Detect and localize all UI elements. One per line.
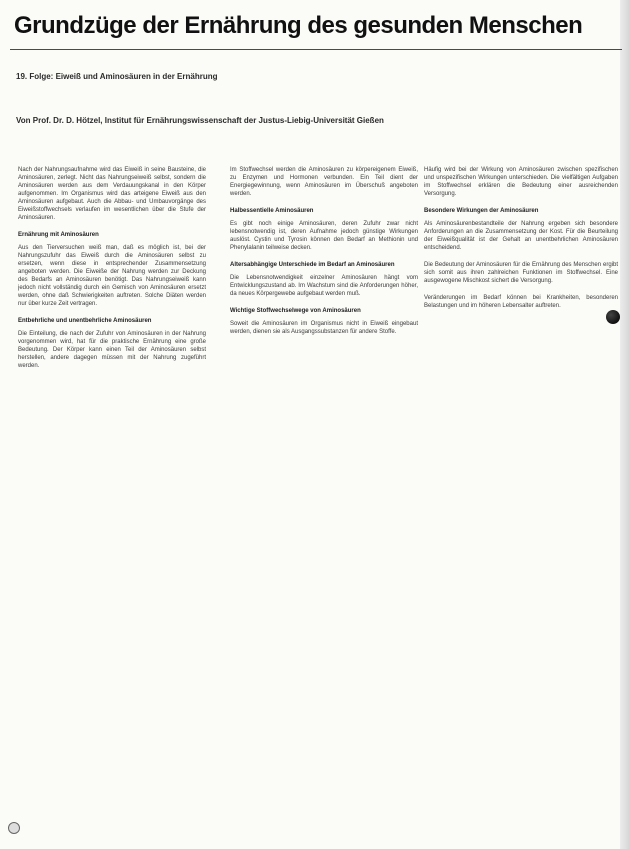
text-column-1 bbox=[18, 166, 206, 842]
section-heading: Halbessentielle Aminosäuren bbox=[230, 208, 314, 214]
text-column-2 bbox=[230, 166, 418, 842]
paragraph: Die Lebensnotwendigkeit einzelner Aminosäuren hängt vom Entwicklungszustand ab. Im Wachstum sind die Anforderungen höher, da neues Körpergewebe aufgebaut werden muß. bbox=[230, 275, 418, 297]
paragraph: Aus den Tierversuchen weiß man, daß es möglich ist, bei der Nahrungszufuhr das Eiweiß durch die Aminosäuren selbst zu ersetzen, wenn diese in entsprechender Zusammensetzung angeboten werden. Die Eiweiße der Nahrung werden zur Deckung des Bedarfs an Aminosäuren benötigt. Das Nahrungseiweiß kann jedoch nicht vollständig durch ein Gemisch von Aminosäuren ersetzt werden, ohne daß Schwierigkeiten auftreten. Solche Diäten werden nur über kurze Zeit vertragen. bbox=[18, 245, 206, 307]
section-heading: Besondere Wirkungen der Aminosäuren bbox=[424, 208, 539, 214]
paragraph: Veränderungen im Bedarf können bei Krankheiten, besonderen Belastungen und im höheren Lebensalter auftreten. bbox=[424, 295, 618, 309]
section-heading: Altersabhängige Unterschiede im Bedarf an Aminosäuren bbox=[230, 262, 395, 268]
corner-mark-icon bbox=[8, 822, 20, 834]
section-heading: Entbehrliche und unentbehrliche Aminosäuren bbox=[18, 318, 152, 324]
paragraph: Im Stoffwechsel werden die Aminosäuren zu körpereigenem Eiweiß, zu Enzymen und Hormonen verbunden. Ein Teil dient der Energiegewinnung, wenn Aminosäuren im Überschuß angeboten werden. bbox=[230, 167, 418, 197]
title-divider bbox=[10, 49, 622, 50]
section-heading: Ernährung mit Aminosäuren bbox=[18, 232, 99, 238]
page-edge-shadow bbox=[620, 0, 630, 849]
paragraph: Als Aminosäurenbestandteile der Nahrung ergeben sich besondere Anforderungen an die Zusammensetzung der Kost. Für die Beurteilung der Eiweißqualität ist der Gehalt an unentbehrlichen Aminosäuren entscheidend. bbox=[424, 221, 618, 251]
paragraph: Es gibt noch einige Aminosäuren, deren Zufuhr zwar nicht lebensnotwendig ist, deren Aufnahme jedoch günstige Wirkungen auslöst. Cystin und Tyrosin können den Bedarf an Methionin und Phenylalanin teilweise decken. bbox=[230, 221, 418, 251]
section-heading: Wichtige Stoffwechselwege von Aminosäuren bbox=[230, 308, 361, 314]
article-title: Grundzüge der Ernährung des gesunden Menschen bbox=[14, 12, 583, 39]
article-subheadline: 19. Folge: Eiweiß und Aminosäuren in der Ernährung bbox=[16, 72, 218, 81]
article-byline: Von Prof. Dr. D. Hötzel, Institut für Ernährungswissenschaft der Justus-Liebig-Universität Gießen bbox=[16, 116, 384, 125]
paragraph: Die Bedeutung der Aminosäuren für die Ernährung des Menschen ergibt sich somit aus ihren zahlreichen Funktionen im Stoffwechsel. Eine ausgewogene Mischkost sichert die Versorgung. bbox=[424, 262, 618, 284]
paragraph: Nach der Nahrungsaufnahme wird das Eiweiß in seine Bausteine, die Aminosäuren, zerlegt. Nicht das Nahrungseiweiß selbst, sondern die Aminosäuren werden aus dem Verdauungskanal in den Körper aufgenommen. Im Organismus wird das arteigene Eiweiß aus den Aminosäuren aufgebaut. Auch die Abbau- und Umbauvorgänge des Eiweißstoffwechsels verlaufen im wesentlichen über die Stufe der Aminosäuren. bbox=[18, 167, 206, 221]
paragraph: Häufig wird bei der Wirkung von Aminosäuren zwischen spezifischen und unspezifischen Wirkungen unterschieden. Die vielfältigen Aufgaben im Stoffwechsel erklären die Bedeutung einer ausreichenden Versorgung. bbox=[424, 167, 618, 197]
text-column-3 bbox=[424, 166, 618, 842]
paragraph: Die Einteilung, die nach der Zufuhr von Aminosäuren in der Nahrung vorgenommen wird, hat für die praktische Ernährung eine große Bedeutung. Der Körper kann einen Teil der Aminosäuren selbst herstellen, andere dagegen müssen mit der Nahrung zugeführt werden. bbox=[18, 331, 206, 369]
paragraph: Soweit die Aminosäuren im Organismus nicht in Eiweiß eingebaut werden, dienen sie als Ausgangssubstanzen für andere Stoffe. bbox=[230, 321, 418, 335]
binding-hole-icon bbox=[606, 310, 620, 324]
